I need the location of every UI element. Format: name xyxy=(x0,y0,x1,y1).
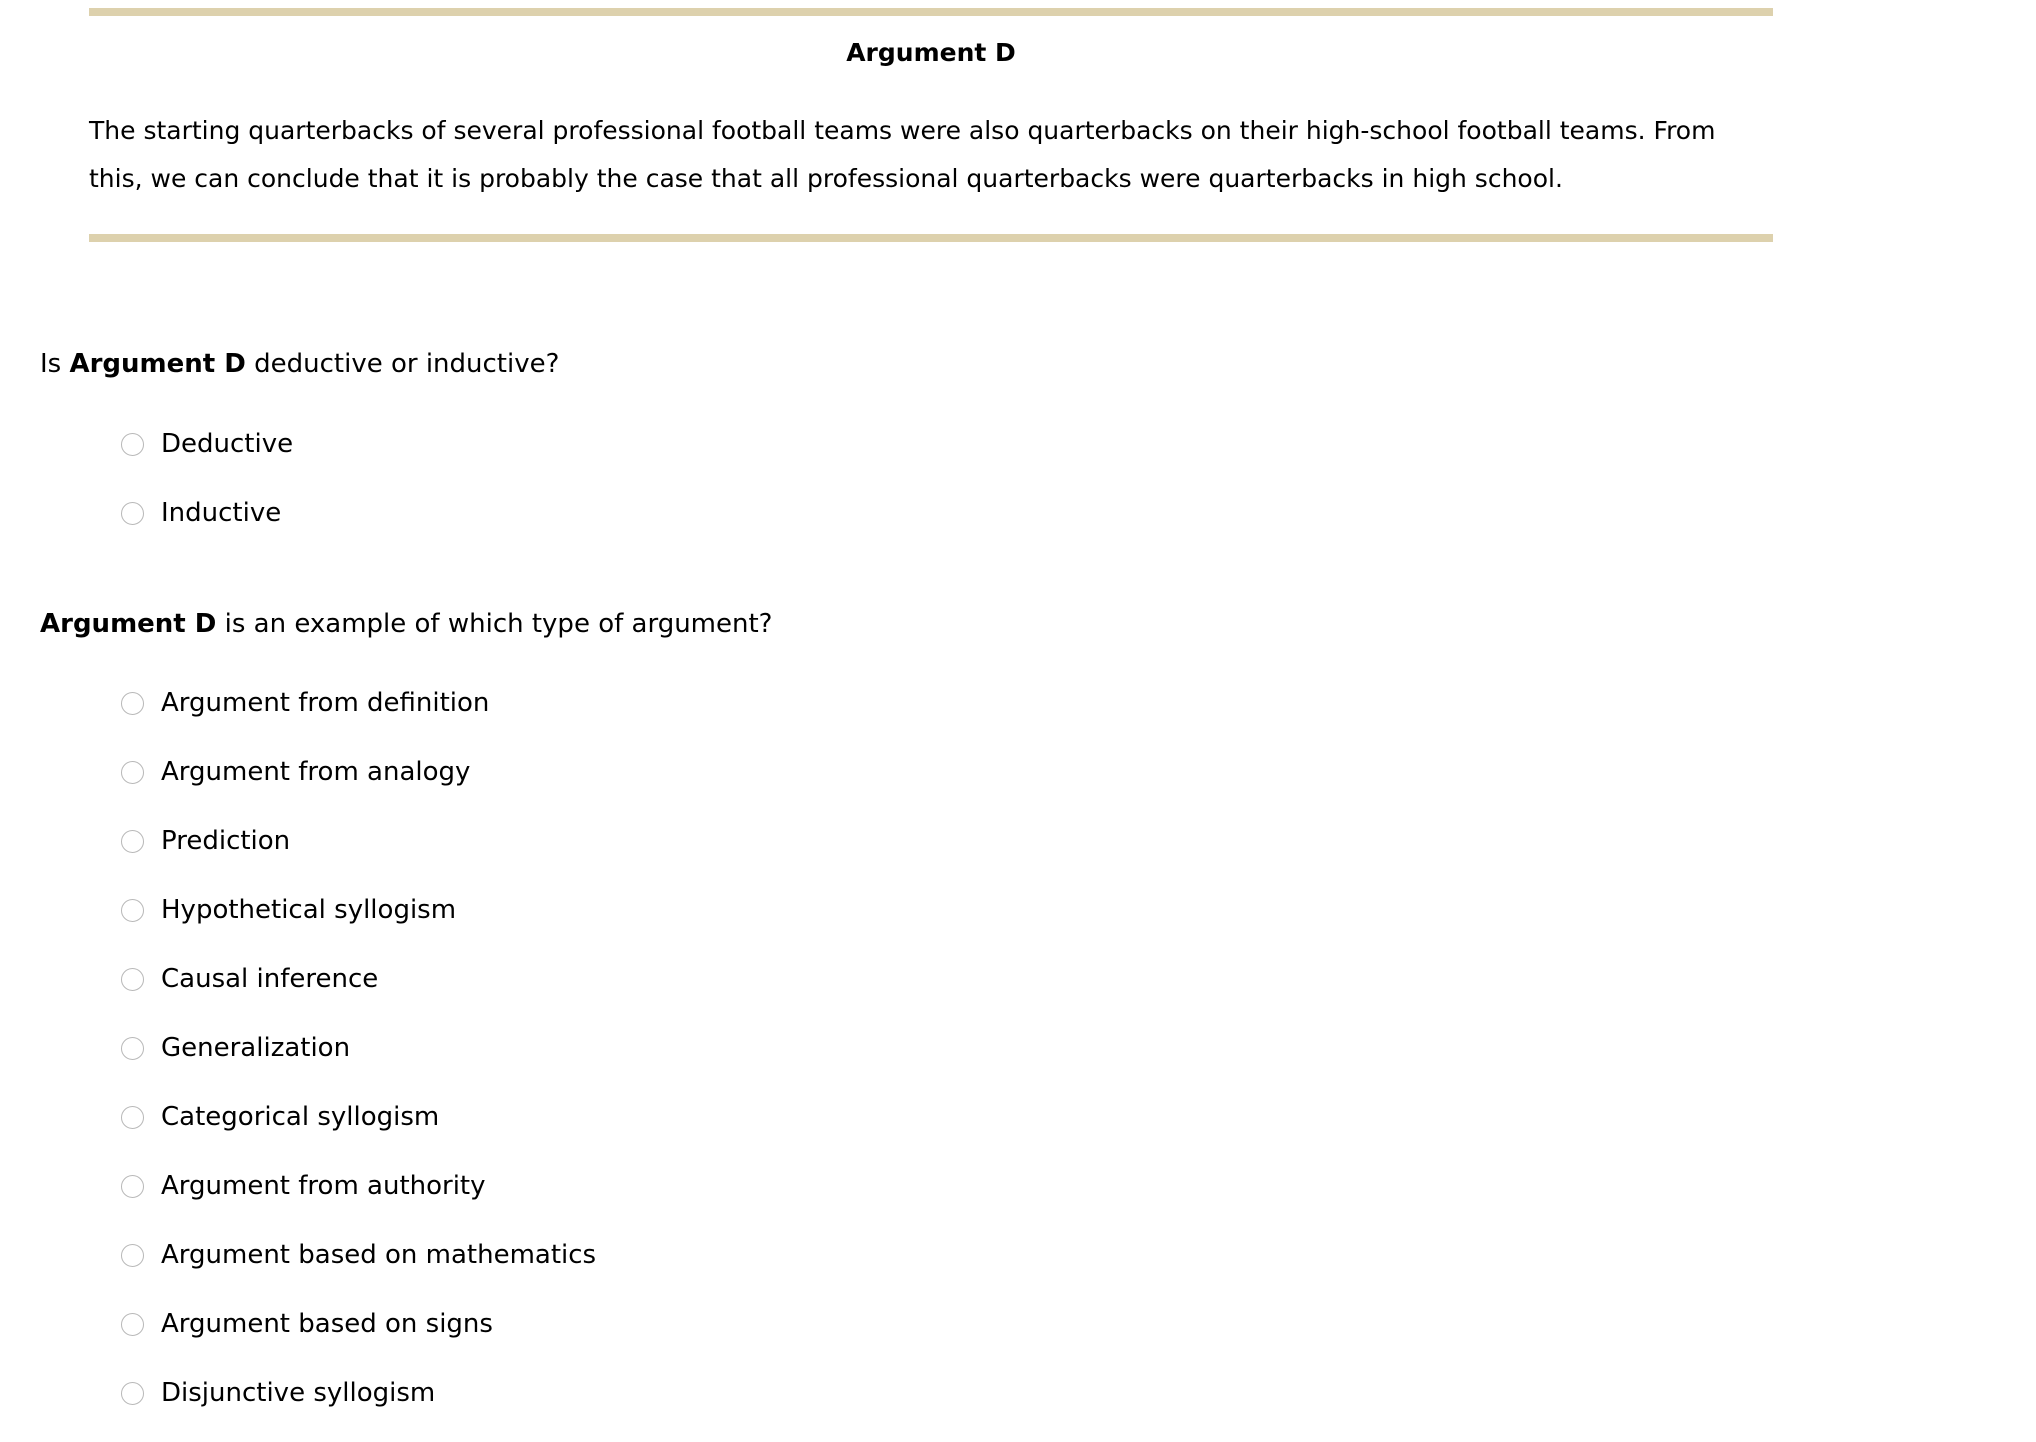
option-inductive[interactable] xyxy=(121,496,281,530)
option-label[interactable]: Hypothetical syllogism xyxy=(161,895,457,925)
option-label[interactable]: Argument from authority xyxy=(161,1171,486,1201)
option-label[interactable]: Categorical syllogism xyxy=(161,1102,440,1132)
option-argument-from-definition[interactable] xyxy=(121,686,489,720)
question1-prefix: Is xyxy=(40,349,70,379)
question2-suffix: is an example of which type of argument? xyxy=(216,609,773,639)
question1-argument-ref: Argument D xyxy=(69,349,246,379)
option-label[interactable]: Causal inference xyxy=(161,964,379,994)
option-argument-from-analogy[interactable] xyxy=(121,755,470,789)
radio-button[interactable] xyxy=(121,761,144,784)
radio-button[interactable] xyxy=(121,433,144,456)
option-label[interactable]: Argument based on signs xyxy=(161,1309,493,1339)
option-categorical-syllogism[interactable] xyxy=(121,1100,439,1134)
radio-button[interactable] xyxy=(121,1313,144,1336)
option-argument-based-on-signs[interactable] xyxy=(121,1307,493,1341)
option-hypothetical-syllogism[interactable] xyxy=(121,893,456,927)
option-label[interactable]: Disjunctive syllogism xyxy=(161,1378,436,1408)
option-label[interactable]: Argument based on mathematics xyxy=(161,1240,597,1270)
option-label[interactable]: Argument from definition xyxy=(161,688,490,718)
question1-suffix: deductive or inductive? xyxy=(245,349,560,379)
radio-button[interactable] xyxy=(121,1037,144,1060)
option-label[interactable]: Deductive xyxy=(161,429,294,459)
radio-button[interactable] xyxy=(121,830,144,853)
option-label[interactable]: Prediction xyxy=(161,826,291,856)
option-disjunctive-syllogism[interactable] xyxy=(121,1376,435,1410)
question-argument-type xyxy=(40,608,772,640)
top-divider xyxy=(89,8,1773,16)
radio-button[interactable] xyxy=(121,1382,144,1405)
radio-button[interactable] xyxy=(121,968,144,991)
argument-title: Argument D xyxy=(846,38,1016,67)
argument-box xyxy=(89,8,1773,242)
option-prediction[interactable] xyxy=(121,824,290,858)
radio-button[interactable] xyxy=(121,899,144,922)
question2-argument-ref: Argument D xyxy=(40,609,217,639)
option-causal-inference[interactable] xyxy=(121,962,378,996)
radio-button[interactable] xyxy=(121,1175,144,1198)
radio-button[interactable] xyxy=(121,502,144,525)
option-label[interactable]: Inductive xyxy=(161,498,282,528)
option-argument-from-authority[interactable] xyxy=(121,1169,486,1203)
radio-button[interactable] xyxy=(121,1106,144,1129)
argument-text: The starting quarterbacks of several professional football teams were also quarterbacks on their high-school football teams. From this, we can conclude that it is probably the case that all professional quarterbacks were quarterbacks in high school. xyxy=(89,116,1716,193)
radio-button[interactable] xyxy=(121,692,144,715)
option-deductive[interactable] xyxy=(121,427,293,461)
option-generalization[interactable] xyxy=(121,1031,350,1065)
option-label[interactable]: Generalization xyxy=(161,1033,351,1063)
option-argument-based-on-mathematics[interactable] xyxy=(121,1238,596,1272)
radio-button[interactable] xyxy=(121,1244,144,1267)
question-deductive-inductive xyxy=(40,348,559,380)
bottom-divider xyxy=(89,234,1773,242)
option-label[interactable]: Argument from analogy xyxy=(161,757,471,787)
